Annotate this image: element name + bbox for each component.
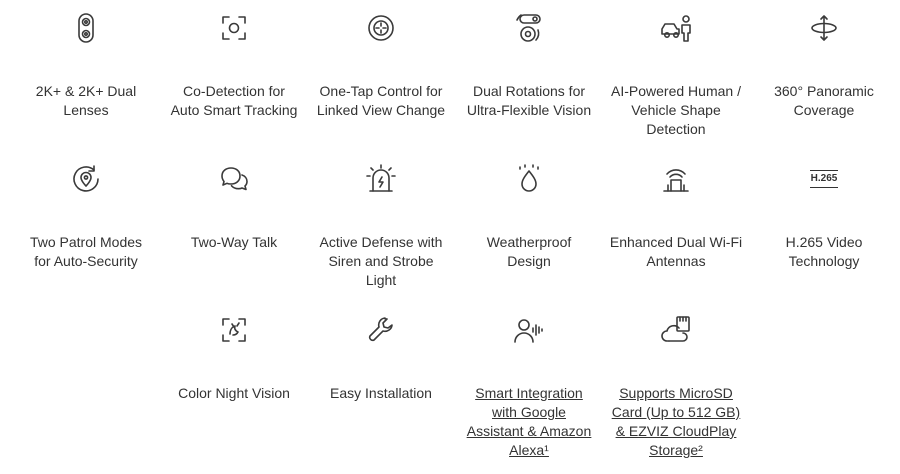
- water-drop-icon: [511, 161, 547, 197]
- feature-label: Weatherproof Design: [486, 234, 572, 269]
- focus-frame-icon: [216, 10, 252, 46]
- feature-two-way-talk: [160, 161, 308, 252]
- feature-weatherproof: [455, 161, 603, 271]
- feature-active-defense: [307, 161, 455, 290]
- color-night-vision-icon: [216, 312, 252, 348]
- feature-label: Dual Rotations for Ultra-Flexible Vision: [466, 83, 592, 118]
- feature-label: 2K+ & 2K+ Dual Lenses: [35, 83, 137, 118]
- feature-co-detection: [160, 10, 308, 120]
- feature-label: Active Defense with Siren and Strobe Light: [319, 234, 443, 288]
- feature-one-tap-control: [307, 10, 455, 120]
- feature-smart-integration: [455, 312, 603, 460]
- feature-label: One-Tap Control for Linked View Change: [316, 83, 446, 118]
- feature-360-panoramic: [750, 10, 898, 120]
- wifi-router-icon: [658, 161, 694, 197]
- feature-color-night-vision: [160, 312, 308, 403]
- feature-label: AI-Powered Human / Vehicle Shape Detection: [611, 83, 741, 137]
- feature-label: 360° Panoramic Coverage: [774, 83, 874, 118]
- panorama-rotation-icon: [806, 10, 842, 46]
- feature-dual-lenses: [12, 10, 160, 120]
- voice-assistant-icon: [511, 312, 547, 348]
- microsd-cloudplay-link[interactable]: Supports MicroSD Card (Up to 512 GB) & EZVIZ CloudPlay Storage²: [611, 385, 741, 458]
- feature-label: Two-Way Talk: [190, 234, 278, 250]
- rotating-camera-icon: [511, 10, 547, 46]
- feature-ai-detection: [602, 10, 750, 139]
- feature-patrol-modes: [12, 161, 160, 271]
- feature-microsd-cloud: [602, 312, 750, 460]
- feature-h265: [750, 161, 898, 271]
- sd-cloud-icon: [658, 312, 694, 348]
- feature-easy-installation: [307, 312, 455, 403]
- patrol-location-icon: [68, 161, 104, 197]
- h265-icon: H.265: [806, 161, 842, 197]
- feature-label: Enhanced Dual Wi-Fi Antennas: [609, 234, 743, 269]
- feature-label: Easy Installation: [330, 385, 432, 401]
- chat-bubbles-icon: [216, 161, 252, 197]
- person-vehicle-icon: [658, 10, 694, 46]
- feature-dual-rotations: [455, 10, 603, 120]
- feature-dual-wifi: [602, 161, 750, 271]
- dual-lens-icon: [68, 10, 104, 46]
- wrench-icon: [363, 312, 399, 348]
- feature-label: Two Patrol Modes for Auto-Security: [29, 234, 143, 269]
- feature-label: H.265 Video Technology: [785, 234, 863, 269]
- target-icon: [363, 10, 399, 46]
- feature-label: Co-Detection for Auto Smart Tracking: [170, 83, 298, 118]
- smart-integration-link[interactable]: Smart Integration with Google Assistant & Amazon Alexa¹: [466, 385, 592, 458]
- siren-icon: [363, 161, 399, 197]
- feature-label: Color Night Vision: [178, 385, 290, 401]
